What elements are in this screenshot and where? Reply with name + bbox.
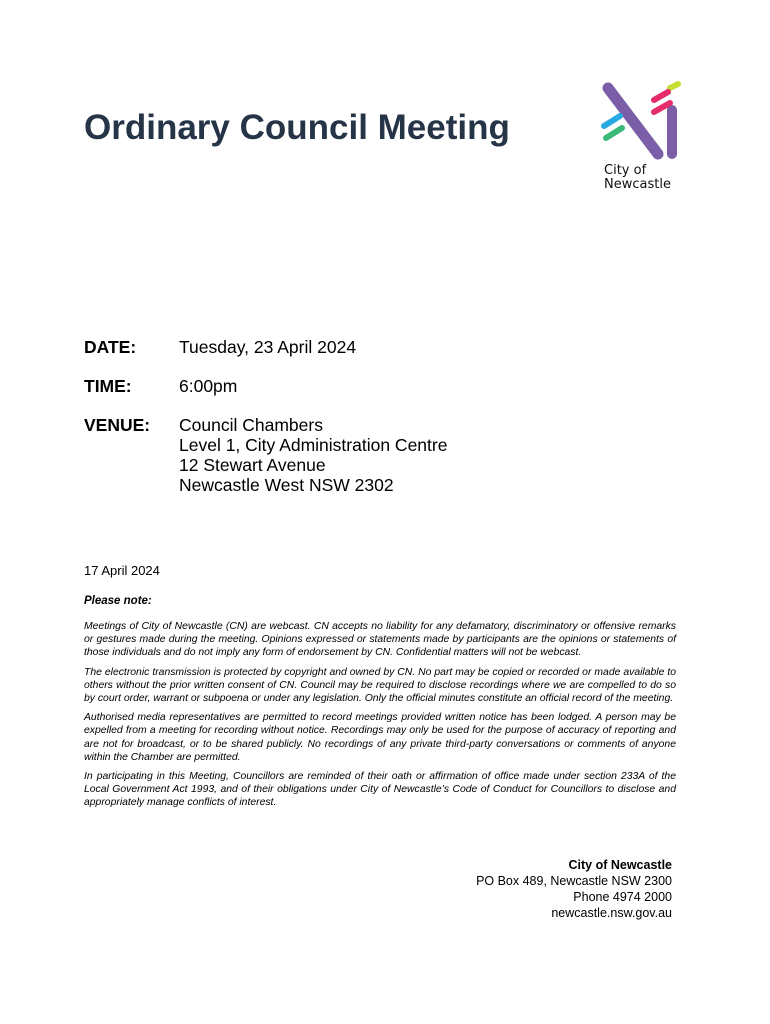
venue-line: Level 1, City Administration Centre	[179, 435, 448, 455]
meeting-details	[84, 337, 447, 514]
venue-value	[179, 415, 447, 495]
contact-phone: Phone 4974 2000	[573, 890, 672, 904]
time-label: TIME:	[84, 376, 132, 396]
venue-line: 12 Stewart Avenue	[179, 455, 326, 475]
venue-line: Council Chambers	[179, 415, 323, 435]
issue-date: 17 April 2024	[84, 563, 160, 578]
logo-mark-icon	[596, 80, 692, 162]
logo-text-line2: Newcastle	[604, 177, 671, 192]
time-value: 6:00pm	[179, 376, 238, 396]
venue-label: VENUE:	[84, 415, 151, 435]
date-value: Tuesday, 23 April 2024	[179, 337, 357, 357]
contact-website-link[interactable]: newcastle.nsw.gov.au	[551, 906, 672, 920]
note-paragraph: In participating in this Meeting, Councillors are reminded of their oath or affirmation of office made under section 233A of the Local Government Act 1993, and of their obligations under City of Newcastle’s Code of Conduct for Councillors to disclose and appropriately manage conflicts of interest.	[84, 771, 676, 809]
logo-stroke-blue	[604, 116, 620, 126]
logo-stroke-pink-1	[654, 92, 668, 100]
contact-org: City of Newcastle	[568, 858, 672, 872]
contact-block	[476, 857, 672, 921]
date-row	[84, 337, 447, 357]
city-of-newcastle-logo	[596, 80, 692, 196]
date-label: DATE:	[84, 337, 137, 357]
note-body	[84, 620, 676, 816]
logo-text-line1: City of	[604, 163, 647, 178]
note-paragraph: The electronic transmission is protected by copyright and owned by CN. No part may be copied or recorded or made available to others without the prior written consent of CN. Council may be required to disclose recordings where we are compelled to do so by court order, warrant or subpoena or under any legislation. Only the official minutes constitute an official record of the meeting.	[84, 666, 676, 705]
note-paragraph: Authorised media representatives are permitted to record meetings provided written notice has been lodged. A person may be expelled from a meeting for recording without notice. Recordings may only be used for the purpose of accuracy of reporting and are not for broadcast, or to be shared publicly. No recordings of any private third-party conversations or comments of anyone within the Chamber are permitted.	[84, 712, 676, 763]
venue-line: Newcastle West NSW 2302	[179, 475, 394, 495]
contact-address: PO Box 489, Newcastle NSW 2300	[476, 874, 672, 888]
logo-stroke-yellow	[670, 84, 678, 88]
logo-stroke-green	[606, 128, 622, 138]
venue-row	[84, 415, 447, 495]
note-paragraph: Meetings of City of Newcastle (CN) are webcast. CN accepts no liability for any defamatory, discriminatory or offensive remarks or gestures made during the meeting. Opinions expressed or statements made by participants are the opinions or statements of those individuals and do not imply any form of endorsement by CN. Confidential matters will not be webcast.	[84, 621, 676, 659]
time-row	[84, 376, 447, 396]
page-title: Ordinary Council Meeting	[84, 108, 510, 147]
note-heading: Please note:	[84, 595, 152, 607]
